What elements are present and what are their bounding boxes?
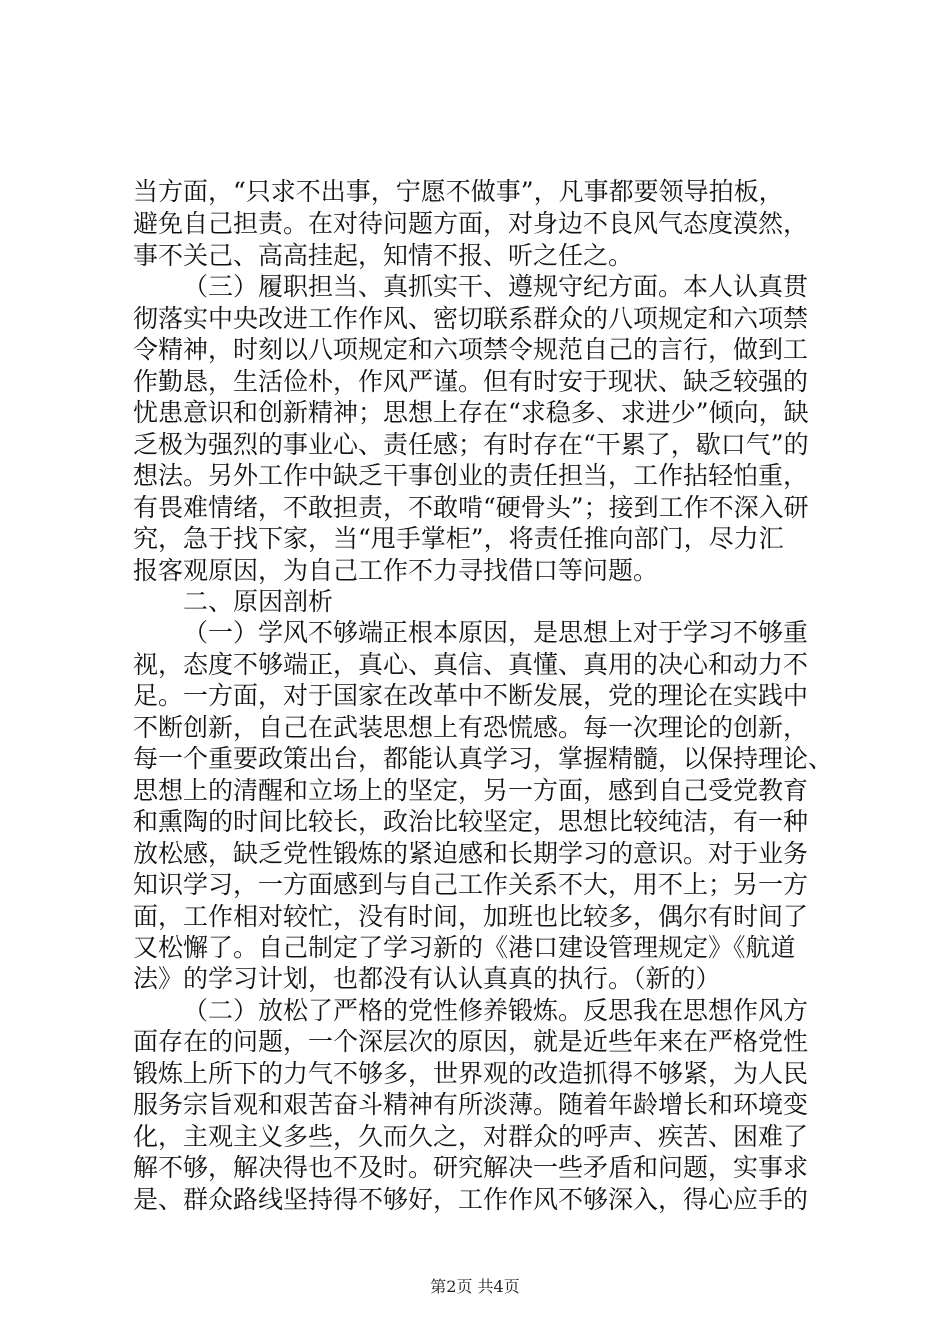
body-line: 事不关己、高高挂起，知情不报、听之任之。 <box>133 241 634 270</box>
body-line: 避免自己担责。在对待问题方面，对身边不良风气态度漠然， <box>133 209 809 238</box>
body-line: 知识学习，一方面感到与自己工作关系不大，用不上；另一方 <box>133 870 809 899</box>
body-line: 解不够，解决得也不及时。研究解决一些矛盾和问题，实事求 <box>133 1153 809 1182</box>
subsection-heading-2: （二）放松了严格的党性修养锻炼。反思我在思想作风方 <box>183 996 809 1025</box>
body-line: 忧患意识和创新精神；思想上存在“求稳多、求进少”倾向，缺 <box>133 398 809 427</box>
body-line: 彻落实中央改进工作作风、密切联系群众的八项规定和六项禁 <box>133 304 809 333</box>
body-line: 不断创新，自己在武装思想上有恐慌感。每一次理论的创新， <box>133 713 809 742</box>
body-line: 令精神，时刻以八项规定和六项禁令规范自己的言行，做到工 <box>133 335 809 364</box>
body-line: 究，急于找下家，当“甩手掌柜”，将责任推向部门，尽力汇 <box>133 524 784 553</box>
body-line: 放松感，缺乏党性锻炼的紧迫感和长期学习的意识。对于业务 <box>133 839 809 868</box>
subsection-heading-1: （一）学风不够端正根本原因，是思想上对于学习不够重 <box>183 618 809 647</box>
page-number-footer: 第2页 共4页 <box>430 1277 520 1296</box>
body-line: 面，工作相对较忙，没有时间，加班也比较多，偶尔有时间了 <box>133 902 809 931</box>
section-heading-2: 二、原因剖析 <box>183 587 334 616</box>
body-line: 服务宗旨观和艰苦奋斗精神有所淡薄。随着年龄增长和环境变 <box>133 1090 809 1119</box>
body-line: 化，主观主义多些，久而久之，对群众的呼声、疾苦、困难了 <box>133 1122 809 1151</box>
body-line: 锻炼上所下的力气不够多，世界观的改造抓得不够紧，为人民 <box>133 1059 809 1088</box>
body-line: 是、群众路线坚持得不够好，工作作风不够深入，得心应手的 <box>133 1185 809 1214</box>
body-line: 报客观原因，为自己工作不力寻找借口等问题。 <box>133 556 659 585</box>
body-line: 当方面，“只求不出事，宁愿不做事”，凡事都要领导拍板， <box>133 177 784 206</box>
body-line: 视，态度不够端正，真心、真信、真懂、真用的决心和动力不 <box>133 650 809 679</box>
body-line: 每一个重要政策出台，都能认真学习，掌握精髓，以保持理论、 <box>133 744 834 773</box>
body-line: 乏极为强烈的事业心、责任感；有时存在“干累了，歇口气”的 <box>133 430 809 459</box>
body-line: 作勤恳，生活俭朴，作风严谨。但有时安于现状、缺乏较强的 <box>133 367 809 396</box>
body-line: 想法。另外工作中缺乏干事创业的责任担当，工作拈轻怕重， <box>133 461 809 490</box>
body-line: 有畏难情绪，不敢担责，不敢啃“硬骨头”；接到工作不深入研 <box>133 493 809 522</box>
body-line: 又松懈了。自己制定了学习新的《港口建设管理规定》《航道 <box>133 933 796 962</box>
section-heading-3: （三）履职担当、真抓实干、遵规守纪方面。本人认真贯 <box>183 272 809 301</box>
body-line: 足。一方面，对于国家在改革中不断发展，党的理论在实践中 <box>133 681 809 710</box>
body-line: 面存在的问题，一个深层次的原因，就是近些年来在严格党性 <box>133 1027 809 1056</box>
body-line: 和熏陶的时间比较长，政治比较坚定，思想比较纯洁，有一种 <box>133 807 809 836</box>
body-line: 法》的学习计划，也都没有认认真真的执行。（新的） <box>133 964 721 993</box>
body-line: 思想上的清醒和立场上的坚定，另一方面，感到自己受党教育 <box>133 776 809 805</box>
